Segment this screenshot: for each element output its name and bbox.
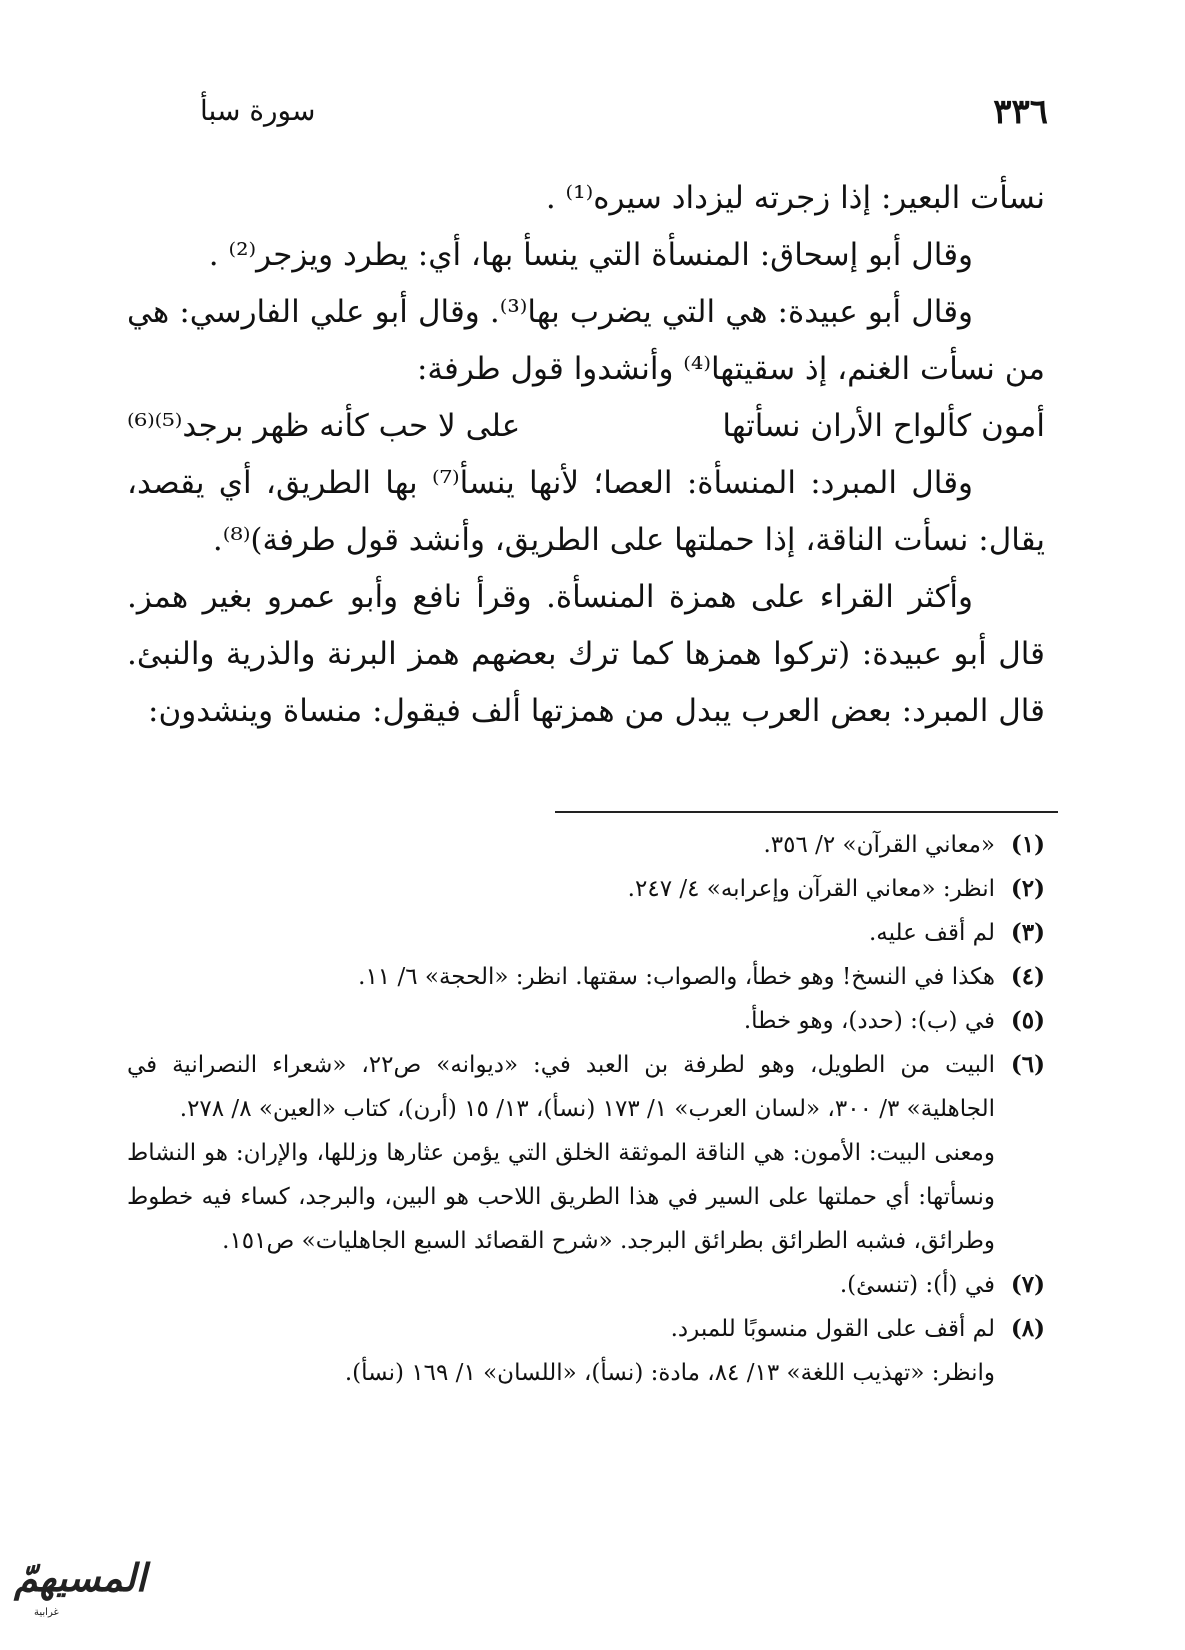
stamp-logo-text: المسيهمّ: [14, 1555, 147, 1600]
footnote-text: لم أقف على القول منسوبًا للمبرد.: [670, 1316, 995, 1342]
poetry-verse: [127, 398, 1045, 455]
footnote-number: (٧): [1010, 1271, 1045, 1298]
footnote: [127, 823, 1045, 867]
publisher-stamp: [10, 1555, 147, 1625]
footnote-number: (٢): [1010, 875, 1045, 902]
footnote: [127, 1307, 1045, 1351]
footnote: [127, 1263, 1045, 1307]
verse-second-hemistich: على لا حب كأنه ظهر برجد⁽⁵⁾⁽⁶⁾: [127, 408, 521, 444]
footnote-number: (١): [1010, 831, 1045, 858]
footnote: [127, 911, 1045, 955]
footnote-text: «معاني القرآن» ٢/ ٣٥٦.: [763, 832, 995, 858]
paragraph: وقال أبو عبيدة: هي التي يضرب بها⁽³⁾. وقال أبو علي الفارسي: هي من نسأت الغنم، إذ سقيتها⁽⁴⁾ وأنشدوا قول طرفة:: [127, 294, 1045, 387]
footnote: [127, 867, 1045, 911]
footnote: [127, 1043, 1045, 1131]
main-text: [127, 170, 1045, 740]
page-number: ٣٣٦: [993, 92, 1048, 132]
footnote-text: هكذا في النسخ! وهو خطأ، والصواب: سقتها. انظر: «الحجة» ٦/ ١١.: [358, 964, 995, 990]
footnote-continuation: وانظر: «تهذيب اللغة» ١٣/ ٨٤، مادة: (نسأ)، «اللسان» ١/ ١٦٩ (نسأ).: [344, 1360, 995, 1386]
verse-first-hemistich: أمون كألواح الأران نسأتها: [722, 408, 1045, 444]
footnote-number: (٨): [1010, 1315, 1045, 1342]
paragraph: وقال المبرد: المنسأة: العصا؛ لأنها ينسأ⁽⁷⁾ بها الطريق، أي يقصد، يقال: نسأت الناقة، إذا حملتها على الطريق، وأنشد قول طرفة)⁽⁸⁾.: [127, 465, 1045, 558]
footnote-text: في (ب): (حدد)، وهو خطأ.: [743, 1008, 995, 1034]
footnote-number: (٦): [1010, 1051, 1045, 1078]
footnote-continuation: ومعنى البيت: الأمون: هي الناقة الموثقة الخلق التي يؤمن عثارها وزللها، والإران: هو النشاط ونسأتها: أي حملتها على السير في هذا الطريق اللاحب هو البين، والبرجد، كساء فيه خطوط وطرائق، فشبه الطرائق بطرائق البرجد. «شرح القصائد السبع الجاهليات» ص١٥١.: [127, 1140, 995, 1254]
paragraph: نسأت البعير: إذا زجرته ليزداد سيره⁽¹⁾ .: [545, 180, 1045, 216]
stamp-subtext: غرابية: [34, 1607, 59, 1618]
footnote-text: البيت من الطويل، وهو لطرفة بن العبد في: «ديوانه» ص٢٢، «شعراء النصرانية في الجاهلية» ٣/ ٣٠٠، «لسان العرب» ١/ ١٧٣ (نسأ)، ١٣/ ١٥ (أرن)، كتاب «العين» ٨/ ٢٧٨.: [127, 1052, 995, 1122]
paragraph: وقال أبو إسحاق: المنسأة التي ينسأ بها، أي: يطرد ويزجر⁽²⁾ .: [208, 237, 973, 273]
running-head: [200, 92, 1048, 142]
footnote-text: لم أقف عليه.: [868, 920, 995, 946]
footnote: [127, 955, 1045, 999]
footnote-text: انظر: «معاني القرآن وإعرابه» ٤/ ٢٤٧.: [627, 876, 995, 902]
footnote-text: في (أ): (تنسئ).: [839, 1272, 995, 1298]
footnote-number: (٣): [1010, 919, 1045, 946]
footnote: [127, 999, 1045, 1043]
footnote-number: (٤): [1010, 963, 1045, 990]
footnote-number: (٥): [1010, 1007, 1045, 1034]
surah-title: سورة سبأ: [200, 94, 316, 127]
paragraph: وأكثر القراء على همزة المنسأة. وقرأ نافع وأبو عمرو بغير همز. قال أبو عبيدة: (تركوا همزها كما ترك بعضهم همز البرنة والذرية والنبئ. قال المبرد: بعض العرب يبدل من همزتها ألف فيقول: منساة وينشدون:: [127, 579, 1045, 729]
footnotes: [127, 823, 1045, 1395]
footnote-separator: [555, 811, 1058, 813]
